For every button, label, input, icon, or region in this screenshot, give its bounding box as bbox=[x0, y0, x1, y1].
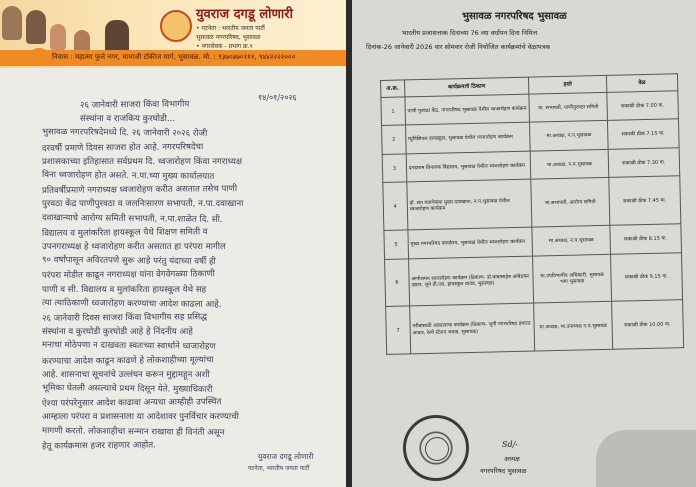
table-cell-by: मा.अध्यक्ष, मा.उपाध्यक्ष न.प.भुसावळ bbox=[534, 302, 612, 351]
leader-photo bbox=[2, 6, 22, 40]
table-cell-by: मा.अध्यक्ष, न.प.भुसावळ bbox=[530, 121, 608, 151]
letterhead-line: भुसावळ नगरपरिषद, भुसावळ bbox=[196, 34, 261, 41]
letter-line: दवाखान्याचे आरोग्य समिती सभापती, न.पा.शाळेत दि. सी. bbox=[41, 212, 223, 225]
letter-line: विना ध्वजारोहण होत असते. न.पा.च्या मुख्य कार्यालयात bbox=[41, 170, 215, 182]
signatory-org: नगरपरिषद भुसावळ bbox=[480, 467, 527, 475]
letterhead-address: निवास : महात्मा फुले नगर, मामाजी टॉकीज मार्ग, भुसावळ. मो. : ९३७०४७०१११, ९४४२२२२००० bbox=[52, 53, 296, 61]
table-cell-by: मा.अध्यक्ष, न.प.भुसावळ bbox=[531, 149, 609, 179]
schedule-table bbox=[380, 73, 684, 355]
table-cell-place: गरीबांसाठी अन्नदानाचा कार्यक्रम (ठिकाण- जुनी नगरपरिषद इमारत आवार, रेल्वे स्टेशन जवळ, भुसावळ) bbox=[409, 303, 535, 354]
table-row bbox=[383, 176, 681, 230]
signature-scribble: Sd/- bbox=[502, 440, 518, 449]
leader-photo bbox=[26, 10, 46, 44]
letter-line: आहे. शासनाचा सूचनांचे उल्लंघन करून मुद्दामहून अशी bbox=[42, 369, 210, 380]
table-cell-place: मुख्य नगरपरिषद कार्यालय, भुसावळ येथील ध्वजारोहण कार्यक्रम bbox=[408, 227, 533, 258]
table-cell-time: सकाळी ठीक 9.15 वा. bbox=[610, 252, 682, 301]
letterhead-line: • नगरसेवक - प्रभाग क्र.१ bbox=[196, 43, 253, 50]
table-cell-no: 7 bbox=[386, 306, 411, 354]
table-cell-no: 4 bbox=[383, 182, 408, 230]
letter-line: दरवर्षी प्रमाणे दिवस साजरा होत आहे. नगरपरिषदेचा bbox=[41, 141, 204, 154]
seal-emblem-icon bbox=[425, 437, 449, 461]
letterhead-name: युवराज दगडू लोणारी bbox=[196, 7, 293, 22]
column-header: अ.क्र. bbox=[381, 80, 405, 98]
table-cell-place: डॉ. संत गाडगेबाबा मुख्य दवाखाना, न.प.भुसावळ येथील ध्वजारोहण कार्यक्रम bbox=[407, 179, 533, 230]
table-row bbox=[386, 300, 684, 354]
letter-line: भुसावळ नगरपरिषदेमध्ये दि. २६ जानेवारी २०२६ रोजी bbox=[41, 127, 208, 140]
letter-line: करण्याचा आदेश काढून काढणे हे लोकशाहीच्या मूल्यांचा bbox=[41, 354, 214, 367]
letter-line: मनाचा मोठेपणा न दाखवता स्वतःच्या स्वार्थाने ध्वजारोहण bbox=[41, 340, 216, 353]
letterhead bbox=[0, 0, 346, 68]
table-cell-time: सकाळी ठीक 7.15 वा. bbox=[607, 119, 679, 149]
notice-subtitle-date: दिनांक-26 जानेवारी 2026 वार सोमवार रोजी नियोजित कार्यक्रमांचे वेळापत्रक bbox=[366, 43, 551, 51]
letter-line: ९० वर्षांपासून अविरतपणे सुरू आहे परंतु यंदाच्या वर्षी ही bbox=[41, 255, 216, 268]
letter-line: आम्हाला परंपरा व प्रशासनाला या आदेशावर पुनर्विचार करण्याची bbox=[42, 412, 239, 423]
table-cell-time: सकाळी ठीक 8.15 वा. bbox=[610, 224, 682, 254]
table-cell-by: मा.अध्यक्ष, न.प.भुसावळ bbox=[532, 225, 610, 255]
table-cell-no: 1 bbox=[381, 97, 405, 126]
letter-line: मागणी करतो. लोकशाहीचा सन्मान राखावा ही विनंती असून bbox=[41, 425, 225, 438]
column-header: हस्ते bbox=[529, 75, 607, 94]
handwritten-letter-photo bbox=[0, 0, 346, 487]
seal-emblem-icon bbox=[160, 10, 192, 42]
table-cell-time: सकाळी ठीक 7.00 वा. bbox=[607, 91, 679, 121]
table-cell-no: 6 bbox=[385, 258, 410, 306]
letterhead-line: • गटनेता : भारतीय जनता पार्टी bbox=[196, 25, 265, 32]
table-cell-no: 2 bbox=[382, 125, 406, 154]
table-row bbox=[385, 252, 683, 306]
signature-name: युवराज दगडू लोणारी bbox=[258, 452, 314, 461]
letter-line: २६ जानेवारी दिवस साजरा किंवा विभागीय सह प्रसिद्ध bbox=[41, 312, 208, 324]
letter-line: ऐश्या परंपरेनुसार आदेश काढावा अन्यथा आम्हीही उपस्थित bbox=[41, 397, 222, 410]
signatory-label: अध्यक्ष bbox=[504, 455, 520, 463]
letter-line: भूमिका घेतली असल्याचे प्रथम दिसून येते. मुख्याधिकारी bbox=[41, 383, 213, 395]
notice-subtitle: भारतीय प्रजासत्ताक दिनाच्या 76 व्या वर्धापन दिना निमित्त bbox=[402, 29, 538, 37]
letter-line: पाणी व सी. विद्यालय व मुलांकरिता हायस्कूल येथे सह bbox=[42, 284, 207, 295]
table-cell-place: म्युनिसिपल हायस्कूल, भुसावळ येथील ध्वजारोहण कार्यक्रम bbox=[405, 123, 530, 154]
table-cell-time: सकाळी ठीक 7.30 वा. bbox=[608, 148, 680, 178]
official-seal-stamp bbox=[403, 415, 469, 481]
table-cell-no: 3 bbox=[382, 154, 406, 183]
column-header: वेळ bbox=[606, 74, 678, 93]
letter-line: त्या त्याठिकाणी ध्वजारोहण करण्याचा आदेश काढला आहे. bbox=[41, 297, 222, 310]
letter-line: संस्थांना व कुरघोडी कुरघोडी आहे हे निंदनीय आहे bbox=[42, 327, 193, 338]
table-cell-time: सकाळी ठीक 10.00 वा. bbox=[611, 300, 683, 349]
letter-date: १४/०१/२०२६ bbox=[258, 93, 297, 102]
signature-title: गटनेता, भारतीय जनता पार्टी bbox=[248, 465, 310, 472]
notice-heading: भुसावळ नगरपरिषद भुसावळ bbox=[462, 11, 567, 22]
finger-shadow bbox=[596, 430, 696, 487]
letter-line: विद्यालय व मुलांकरिता हायस्कूल येथे शिक्षण समिती व bbox=[41, 226, 208, 239]
letter-line: प्रतिवर्षीप्रमाणे नगराध्यक्ष ध्वजारोहण करीत असतात तसेच पाणी bbox=[41, 184, 238, 197]
table-cell-place: पाणी पुरवठा केंद्र, नगरपरिषद भुसावळ येथील ध्वजारोहण कार्यक्रम bbox=[405, 94, 530, 125]
leader-photo bbox=[50, 24, 66, 50]
letter-line: प्रशासकाच्या इतिहासात सर्वप्रथम दि. ध्वजारोहण किंवा नगराध्यक्ष bbox=[42, 156, 242, 167]
table-cell-place: अग्नीशमन ध्वजारोहण कार्यक्रम (ठिकाण- डॉ.बाबासाहेब आंबेडकर उद्यान, जुने डी.एस. हायस्कूल ग्राउंड, भुसावळ) bbox=[408, 256, 534, 307]
letter-line: संस्थांना व राजकिय कुरघोडी... bbox=[80, 114, 176, 125]
letterhead-address-bar bbox=[0, 50, 346, 66]
column-header: कार्यक्रमाचे ठिकाण bbox=[404, 77, 529, 97]
table-cell-time: सकाळी ठीक 7.45 वा. bbox=[608, 176, 680, 225]
table-cell-by: मा.उपविभागीय अधिकारी, भुसावळ भाग भुसावळ bbox=[533, 254, 611, 303]
letter-line: परंपरा मोडीत काढून नगराध्यक्ष यांना वेगवेगळ्या ठिकाणी bbox=[41, 269, 215, 282]
table-cell-by: मा.सभापती, आरोग्य समिती bbox=[531, 178, 609, 227]
letter-line: उपनगराध्यक्ष हे ध्वजारोहण करीत असतात हा परंपरा मागील bbox=[42, 242, 226, 252]
schedule-notice-photo bbox=[352, 0, 696, 487]
table-cell-place: दगडाराम विनायक विद्यालय, भुसावळ येथील ध्वजारोहण कार्यक्रम bbox=[406, 151, 531, 182]
letter-line: २६ जानेवारी साजरा किंवा विभागीय bbox=[79, 99, 190, 111]
table-cell-no: 5 bbox=[384, 230, 408, 259]
letter-line: हेतू कार्यक्रमास हजर राहणार आहोत. bbox=[41, 440, 156, 452]
table-cell-by: मा. सभापती, पाणीपुरवठा समिती bbox=[529, 92, 607, 122]
letter-line: पुरवठा केंद्र पाणीपुरवठा व जलनिःसारण सभापती, न.पा.दवाखाना bbox=[42, 199, 244, 210]
